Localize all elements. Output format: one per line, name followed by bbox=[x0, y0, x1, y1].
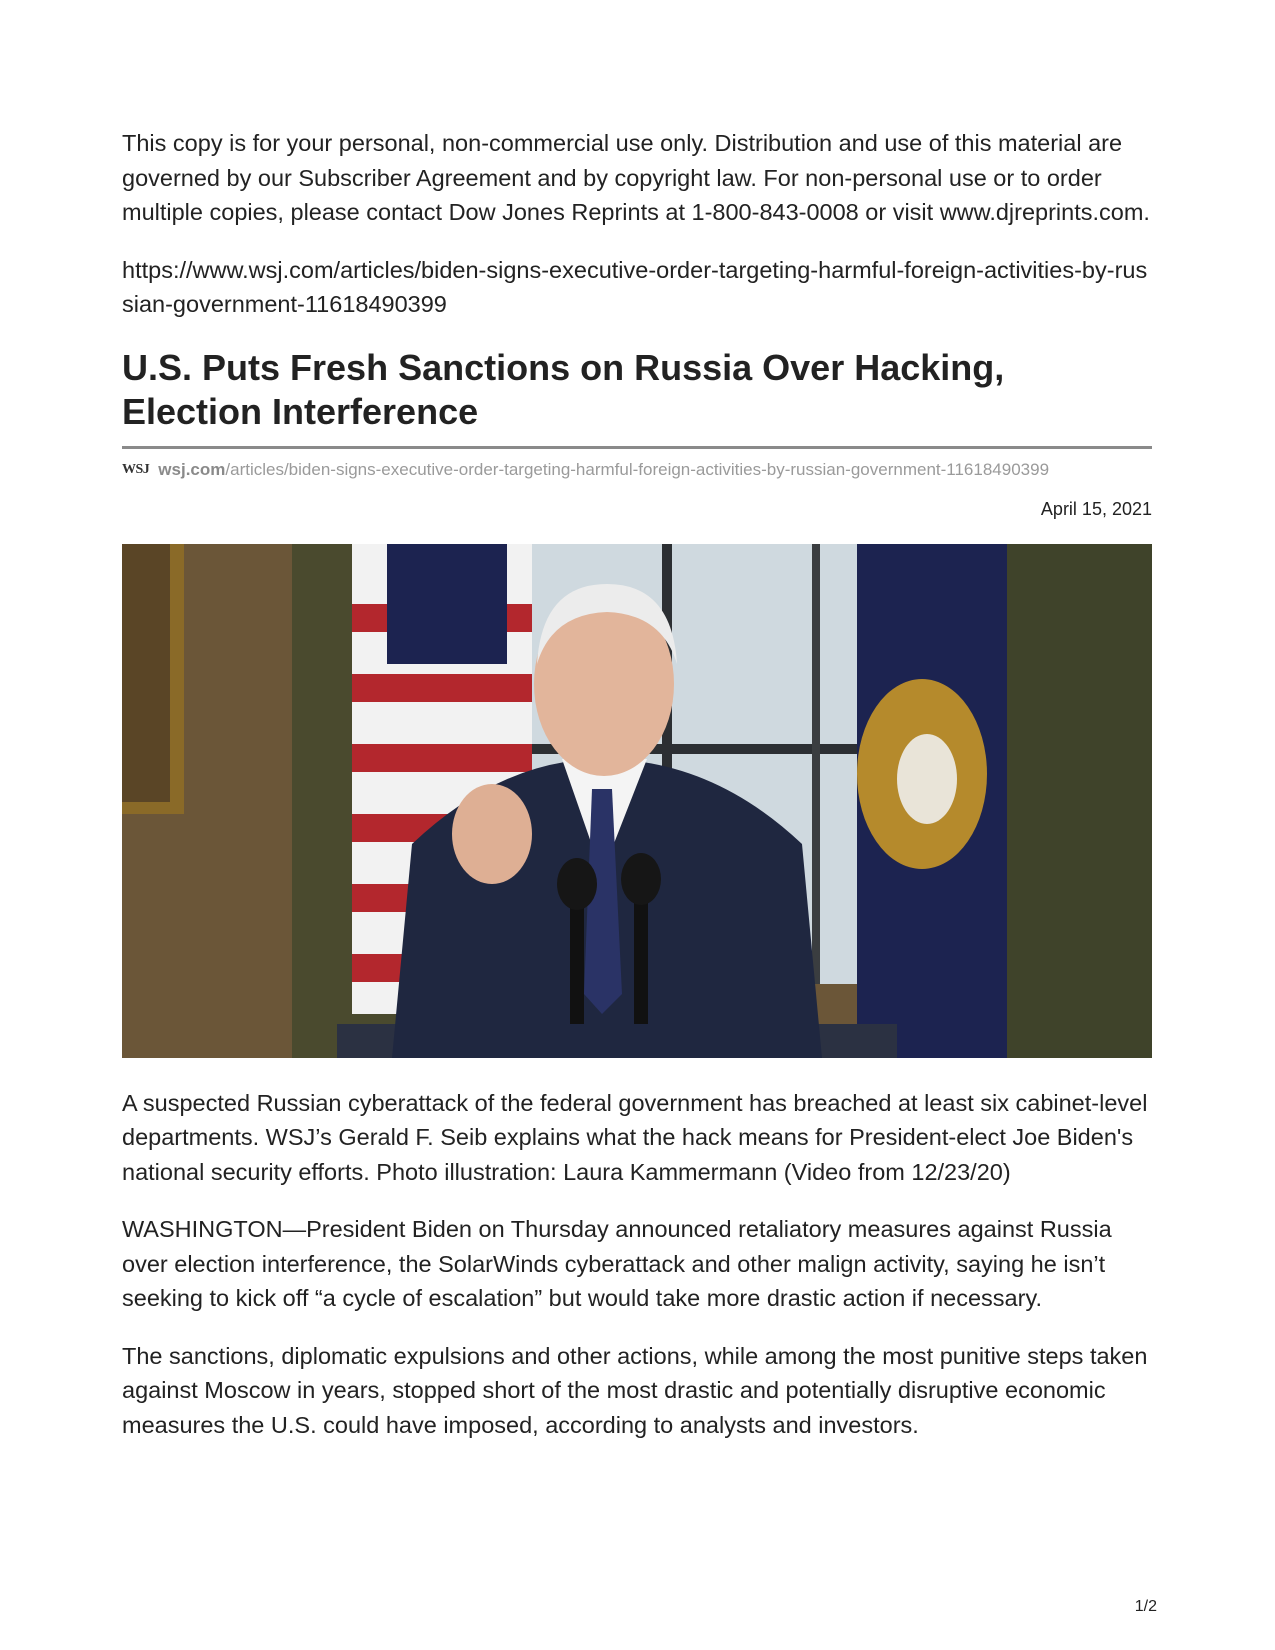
wsj-logo-icon: WSJ bbox=[122, 461, 150, 477]
source-domain[interactable]: wsj.com bbox=[158, 459, 226, 479]
copyright-notice: This copy is for your personal, non-commercial use only. Distribution and use of this material are governed by our Subscriber Agreement and by copyright law. For non-personal use or to order multiple copies, please contact Dow Jones Reprints at 1-800-843-0008 or visit www.djreprints.com. bbox=[122, 130, 1150, 225]
headline-divider bbox=[122, 446, 1152, 449]
source-line[interactable] bbox=[122, 459, 1152, 481]
photo-of-speaker-at-podium-icon bbox=[122, 544, 1152, 1058]
article-headline: U.S. Puts Fresh Sanctions on Russia Over Hacking, Election Interference bbox=[122, 346, 1005, 432]
publish-date: April 15, 2021 bbox=[1040, 498, 1152, 519]
article-page bbox=[122, 126, 1152, 1465]
page-number: 1/2 bbox=[1134, 1598, 1157, 1615]
source-path[interactable]: /articles/biden-signs-executive-order-targeting-harmful-foreign-activities-by-russian-government-11618490399 bbox=[225, 459, 1050, 479]
article-photo bbox=[122, 544, 1152, 1058]
article-paragraph: WASHINGTON—President Biden on Thursday announced retaliatory measures against Russia over election interference, the SolarWinds cyberattack and other malign activity, saying he isn’t seeking to kick off “a cycle of escalation” but would take more drastic action if necessary. bbox=[122, 1216, 1112, 1311]
photo-caption: A suspected Russian cyberattack of the federal government has breached at least six cabinet-level departments. WSJ’s Gerald F. Seib explains what the hack means for President-elect Joe Biden's national security efforts. Photo illustration: Laura Kammermann (Video from 12/23/20) bbox=[122, 1089, 1148, 1185]
article-paragraph: The sanctions, diplomatic expulsions and other actions, while among the most punitive steps taken against Moscow in years, stopped short of the most drastic and potentially disruptive economic measures the U.S. could have imposed, according to analysts and investors. bbox=[122, 1342, 1148, 1438]
article-url[interactable]: https://www.wsj.com/articles/biden-signs-executive-order-targeting-harmful-foreign-activities-by-russian-government-11618490399 bbox=[122, 256, 1148, 317]
